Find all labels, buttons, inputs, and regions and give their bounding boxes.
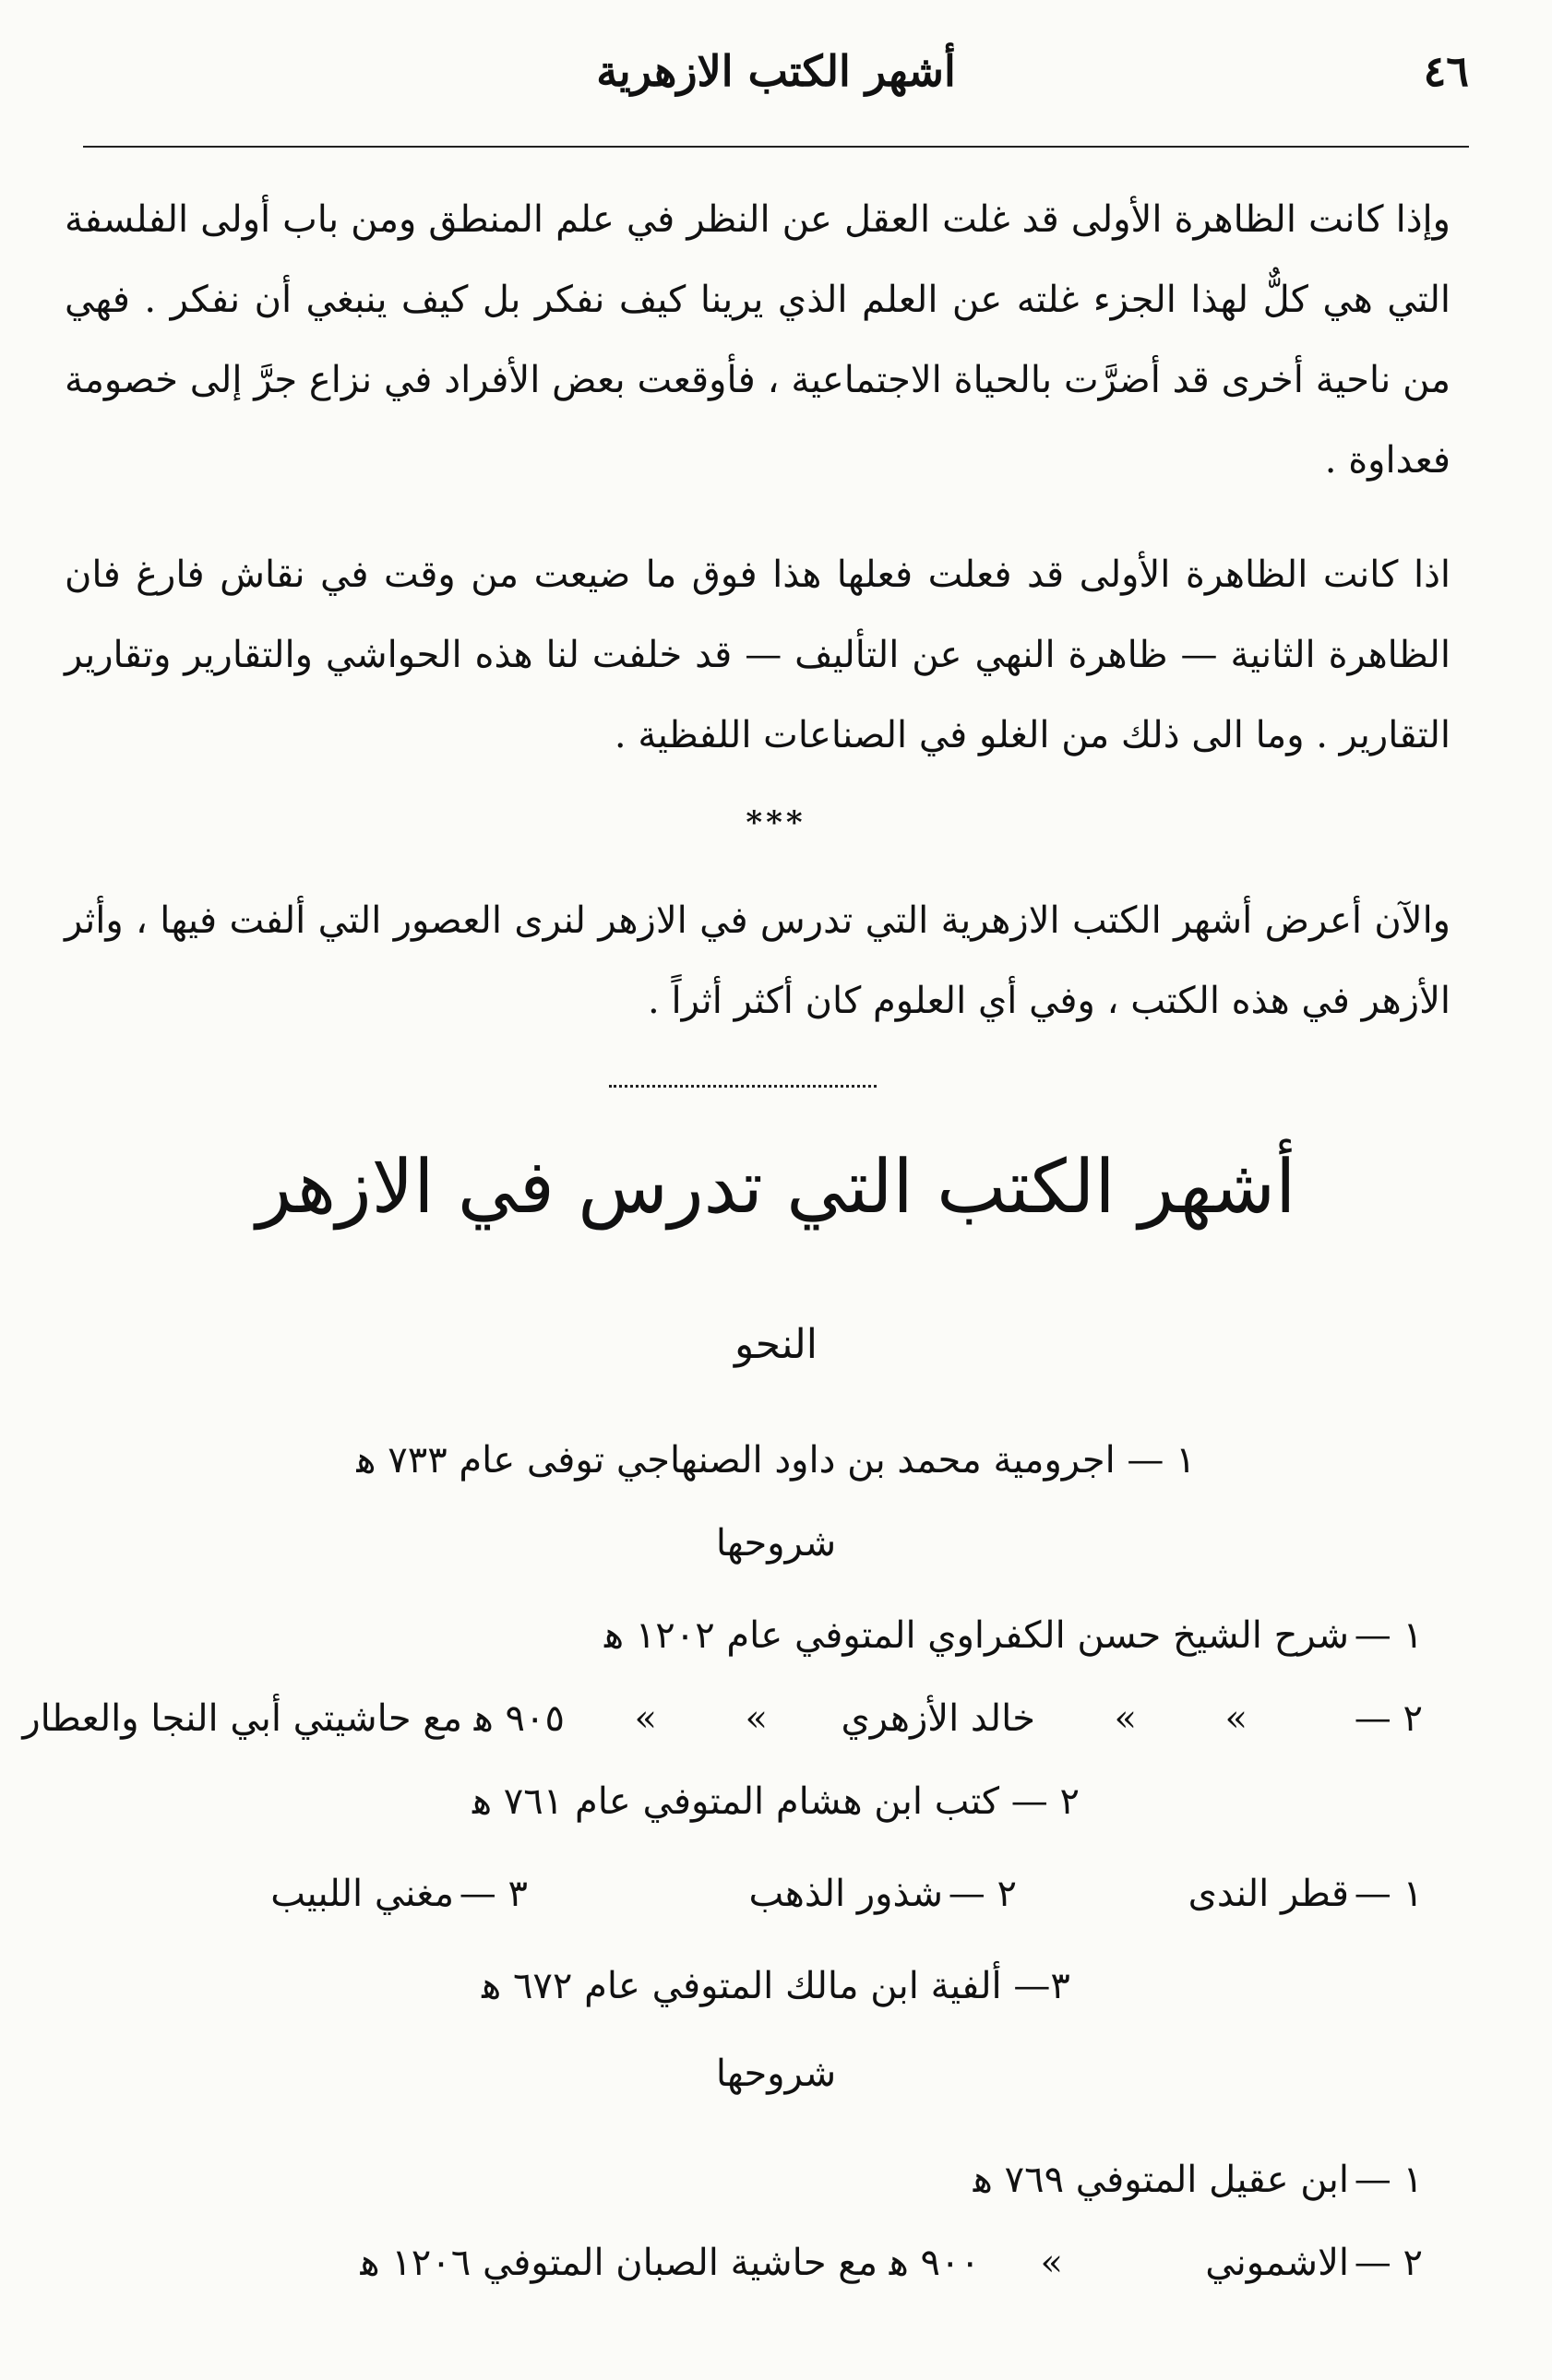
paragraph-3: والآن أعرض أشهر الكتب الازهرية التي تدرس في الازهر لنرى العصور التي ألفت فيها ، وأثر الأزهر في هذه الكتب ، وفي أي العلوم كان أكثر أثراً . [65, 899, 1451, 1022]
commentary-rest: ٩٠٠ ﻫ مع حاشية الصبان المتوفي ١٢٠٦ ﻫ [360, 2242, 980, 2284]
commentary-row-4 [65, 2242, 1423, 2297]
page-header [83, 46, 1469, 111]
book-3: ٣— ألفية ابن مالك المتوفي عام ٦٧٢ ﻫ [482, 1965, 1070, 2007]
commentaries-label-2: شروحها [715, 2053, 837, 2095]
paragraph-2: اذا كانت الظاهرة الأولى قد فعلت فعلها هذا فوق ما ضيعت من وقت في نقاش فارغ فان الظاهرة الثانية — ظاهرة النهي عن التأليف — قد خلفت لنا هذه الحواشي والتقارير وتقارير التقارير . وما الى ذلك من الغلو في الصناعات اللفظية . [65, 553, 1451, 756]
commentary-num: ٢ — [1354, 1697, 1423, 1740]
dotted-divider [609, 1085, 877, 1088]
book-2-items [65, 1873, 1423, 1928]
ditto-mark: » [745, 1697, 768, 1740]
commentary-num: ١ — [1354, 1614, 1423, 1657]
commentary-row-1 [65, 1614, 1423, 1670]
commentary-row-3 [65, 2159, 1423, 2214]
item-name: مغني اللبيب [270, 1873, 454, 1915]
commentary-row-2 [22, 1697, 1423, 1753]
item-name: شذور الذهب [748, 1873, 943, 1915]
item-num: ٢ — [948, 1873, 1017, 1915]
paragraph-1: وإذا كانت الظاهرة الأولى قد غلت العقل عن النظر في علم المنطق ومن باب أولى الفلسفة التي هي كلٌّ لهذا الجزء غلته عن العلم الذي يرينا كيف نفكر بل كيف ينبغي أن نفكر . فهي من ناحية أخرى قد أضرَّت بالحياة الاجتماعية ، فأوقعت بعض الأفراد في نزاع جرَّ إلى خصومة فعداوة . [65, 198, 1451, 482]
commentary-rest: ٩٠٥ ﻫ مع حاشيتي أبي النجا والعطار [22, 1697, 565, 1740]
ditto-mark: » [1040, 2242, 1063, 2284]
page-number: ٤٦ [1423, 46, 1469, 96]
item-name: قطر الندى [1188, 1873, 1349, 1915]
ditto-mark: » [1114, 1697, 1137, 1740]
header-rule [83, 146, 1469, 148]
commentary-num: ٢ — [1354, 2242, 1423, 2284]
running-title: أشهر الكتب الازهرية [596, 46, 956, 96]
ditto-mark: » [634, 1697, 657, 1740]
section-title: أشهر الكتب التي تدرس في الازهر [256, 1144, 1296, 1230]
item-num: ١ — [1354, 1873, 1423, 1915]
commentary-num: ١ — [1354, 2159, 1423, 2201]
commentaries-label-1: شروحها [715, 1522, 837, 1565]
book-1: ١ — اجرومية محمد بن داود الصنهاجي توفى عام ٧٣٣ ﻫ [356, 1439, 1196, 1482]
commentary-author: الاشموني [1205, 2242, 1349, 2284]
book-2: ٢ — كتب ابن هشام المتوفي عام ٧٦١ ﻫ [472, 1780, 1080, 1823]
commentary-text: ابن عقيل المتوفي ٧٦٩ ﻫ [973, 2159, 1349, 2201]
separator-stars: *** [746, 804, 806, 841]
commentary-text: شرح الشيخ حسن الكفراوي المتوفي عام ١٢٠٢ ﻫ [603, 1614, 1349, 1657]
subject-heading: النحو [734, 1321, 818, 1368]
commentary-author: خالد الأزهري [841, 1697, 1035, 1740]
ditto-mark: » [1224, 1697, 1248, 1740]
item-num: ٣ — [459, 1873, 528, 1915]
